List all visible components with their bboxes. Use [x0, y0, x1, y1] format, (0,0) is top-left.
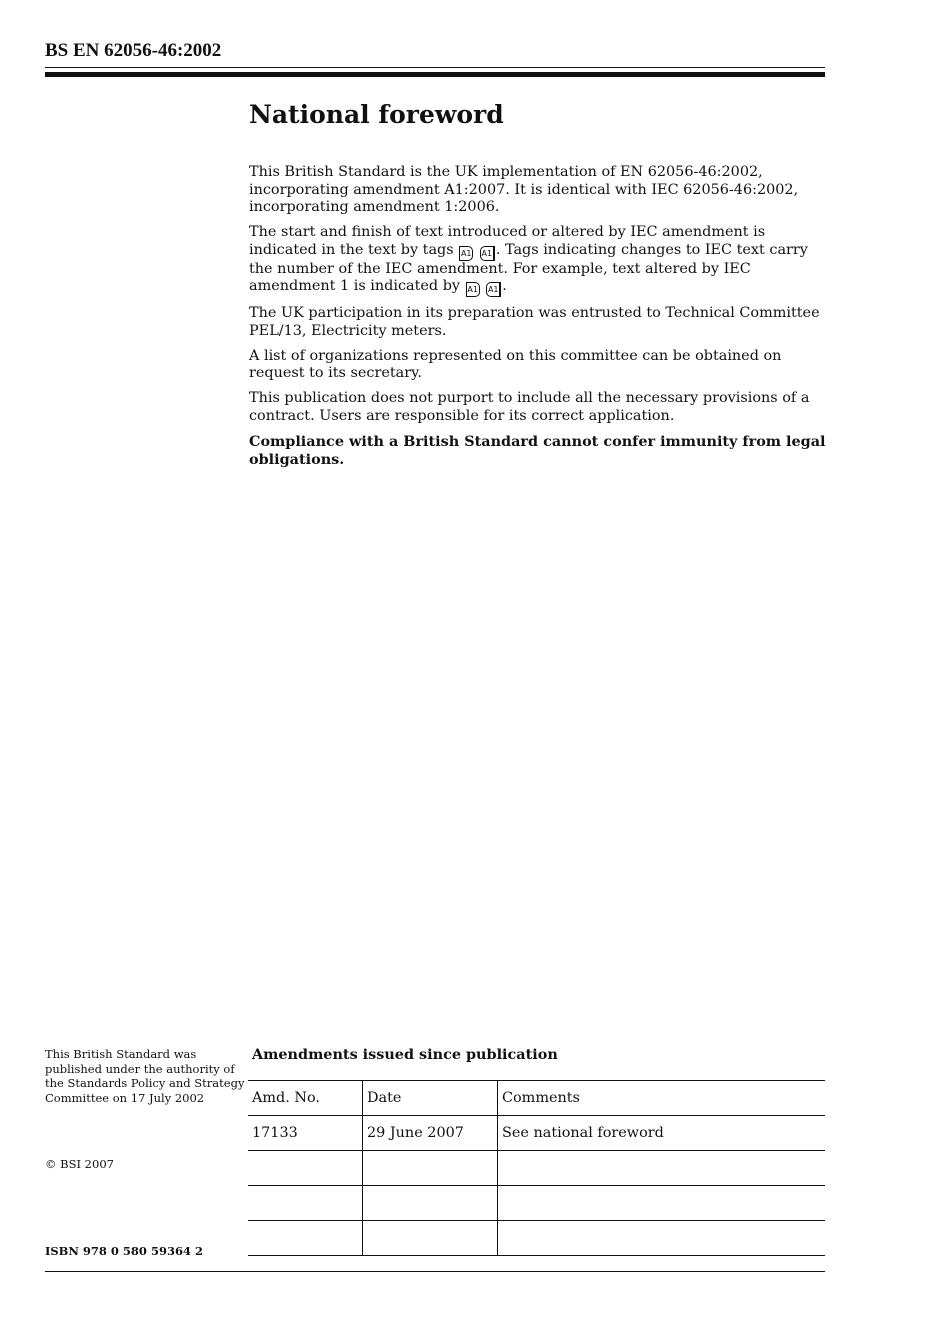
- date-cell: [363, 1151, 498, 1186]
- table-header-row: [248, 1081, 825, 1116]
- comments-cell: [498, 1151, 826, 1186]
- paragraph-tags-text-2: . Tags indicating changes to IEC text carry the number of the IEC amendment. For example, text altered by IEC amendment 1 is indicated by: [249, 241, 808, 295]
- column-header-amd-no: Amd. No.: [248, 1081, 363, 1116]
- table-row: [248, 1151, 825, 1186]
- amendment-close-tag-icon: A1: [480, 246, 495, 261]
- paragraph-implementation: This British Standard is the UK implementation of EN 62056-46:2002, incorporating amendment A1:2007. It is identical with IEC 62056-46:2002, incorporating amendment 1:2006.: [249, 164, 799, 216]
- amd-no-cell: [248, 1151, 363, 1186]
- column-header-comments: Comments: [498, 1081, 826, 1116]
- paragraph-committee: The UK participation in its preparation was entrusted to Technical Committee PEL/13, Electricity meters.: [249, 304, 820, 339]
- amendment-open-tag-icon: A1: [466, 282, 480, 297]
- standard-identifier: BS EN 62056-46:2002: [45, 40, 222, 61]
- amendment-close-tag-icon: A1: [486, 282, 501, 297]
- amendment-open-tag-icon: A1: [459, 246, 473, 261]
- date-cell: [363, 1186, 498, 1221]
- paragraph-contract: This publication does not purport to include all the necessary provisions of a contract. Users are responsible for its correct application.: [249, 390, 810, 424]
- table-row: [248, 1186, 825, 1221]
- header-divider-thin: [45, 67, 825, 68]
- table-row: [248, 1221, 825, 1256]
- comments-cell: [498, 1186, 826, 1221]
- date-cell: [363, 1221, 498, 1256]
- paragraph-tags-text-1: The start and finish of text introduced or altered by IEC amendment is indicated in the text by tags: [249, 224, 766, 258]
- column-header-date: Date: [363, 1081, 498, 1116]
- comments-cell: [498, 1221, 826, 1256]
- date-cell: 29 June 2007: [363, 1116, 498, 1151]
- copyright-notice: © BSI 2007: [45, 1157, 114, 1171]
- paragraph-tags: [249, 224, 829, 297]
- paragraph-organizations: A list of organizations represented on this committee can be obtained on request to its secretary.: [249, 347, 782, 382]
- amd-no-cell: 17133: [248, 1116, 363, 1151]
- publication-authority-note: This British Standard was published under the authority of the Standards Policy and Strategy Committee on 17 July 2002: [45, 1047, 245, 1105]
- footer-divider: [45, 1271, 825, 1272]
- header-divider-thick: [45, 72, 825, 77]
- amendments-heading: Amendments issued since publication: [252, 1046, 558, 1063]
- paragraph-compliance: Compliance with a British Standard cannot confer immunity from legal obligations.: [249, 433, 826, 468]
- amd-no-cell: [248, 1186, 363, 1221]
- amd-no-cell: [248, 1221, 363, 1256]
- foreword-body: [249, 164, 829, 476]
- isbn: ISBN 978 0 580 59364 2: [45, 1244, 203, 1258]
- table-row: [248, 1116, 825, 1151]
- comments-cell: See national foreword: [498, 1116, 826, 1151]
- amendments-table: [248, 1080, 825, 1256]
- page-title: National foreword: [249, 100, 504, 129]
- paragraph-tags-text-3: .: [502, 278, 507, 295]
